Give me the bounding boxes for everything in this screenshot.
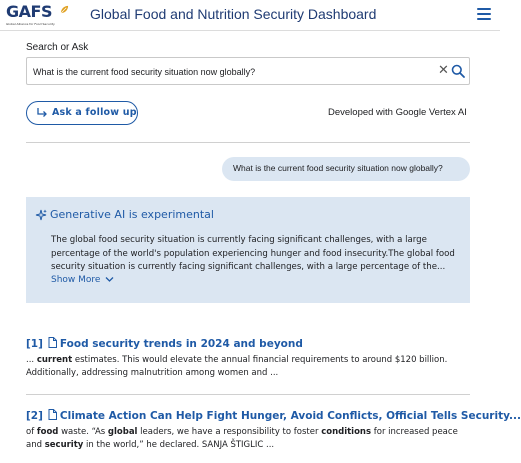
highlighted-term: conditions: [321, 427, 372, 437]
search-icon[interactable]: [451, 64, 465, 78]
snippet-text: of: [26, 427, 37, 437]
result-title: Climate Action Can Help Fight Hunger, Avoid Conflicts, Official Tells Security...: [59, 410, 521, 422]
ai-answer-line: The global food security situation is currently facing significant challenges, with a large: [51, 235, 427, 245]
snippet-line: [26, 367, 470, 380]
page-title: Global Food and Nutrition Security Dashboard: [90, 6, 377, 22]
show-more-link[interactable]: [51, 275, 114, 285]
show-more-label: Show More: [51, 275, 101, 285]
ai-card-title: Generative AI is experimental: [50, 208, 214, 221]
user-query-text: What is the current food security situation now globally?: [233, 163, 443, 173]
snippet-text: leaders, we have a responsibility to foster: [137, 427, 322, 437]
sparkle-icon: [35, 209, 47, 221]
logo-subtitle: Global Alliance for Food Security: [6, 22, 55, 26]
result-number: [2]: [26, 410, 43, 422]
snippet-text: and: [26, 440, 45, 450]
logo-leaf-icon: [60, 5, 69, 14]
hamburger-menu-icon[interactable]: [477, 8, 491, 20]
highlighted-term: food: [36, 427, 59, 437]
follow-up-label: Ask a follow up: [52, 107, 137, 118]
result-title: Food security trends in 2024 and beyond: [59, 338, 303, 350]
highlighted-term: current: [36, 355, 73, 365]
ai-answer-line: percentage of the world's population experiencing hunger and food insecurity.The global food: [51, 248, 455, 259]
developed-with-text: Developed with Google Vertex AI: [328, 107, 467, 118]
snippet-line: [26, 439, 470, 452]
highlighted-term: global: [107, 427, 138, 437]
result-snippet: [26, 426, 470, 452]
search-label: Search or Ask: [26, 42, 89, 53]
snippet-line: [26, 354, 470, 367]
snippet-text: waste. “As: [58, 427, 108, 437]
logo-text: GAFS: [6, 2, 52, 21]
snippet-text: ...: [26, 355, 37, 365]
user-query-bubble: [222, 157, 470, 181]
search-result: [26, 337, 470, 380]
search-box: [26, 57, 470, 85]
ask-follow-up-button[interactable]: [26, 101, 138, 125]
ai-answer-text: [51, 234, 463, 275]
chevron-down-icon: [105, 276, 114, 283]
gafs-logo[interactable]: [6, 3, 68, 29]
result-number: [1]: [26, 338, 43, 350]
result-snippet: [26, 354, 470, 380]
search-result: [26, 409, 521, 452]
search-input[interactable]: [33, 64, 433, 79]
result-title-link[interactable]: [26, 337, 470, 351]
divider: [26, 142, 470, 143]
divider: [26, 394, 470, 395]
snippet-text: estimates. This would elevate the annual financial requirements to around $120 billion.: [72, 355, 448, 365]
document-icon: [48, 409, 57, 420]
return-arrow-icon: [36, 107, 48, 119]
close-icon[interactable]: ✕: [438, 63, 449, 78]
snippet-line: [26, 426, 470, 439]
snippet-text: in the world,” he declared. SANJA ŠTIGLIC ...: [83, 440, 275, 450]
ai-answer-line: security situation is currently facing significant challenges, with a large percentage of the...: [51, 262, 446, 272]
ai-answer-card: [26, 197, 470, 303]
snippet-text: for increased peace: [371, 427, 458, 437]
snippet-text: Additionally, addressing malnutrition among women and ...: [26, 368, 279, 378]
app-header: [0, 0, 500, 31]
document-icon: [48, 337, 57, 348]
result-title-link[interactable]: [26, 409, 521, 423]
highlighted-term: security: [44, 440, 84, 450]
